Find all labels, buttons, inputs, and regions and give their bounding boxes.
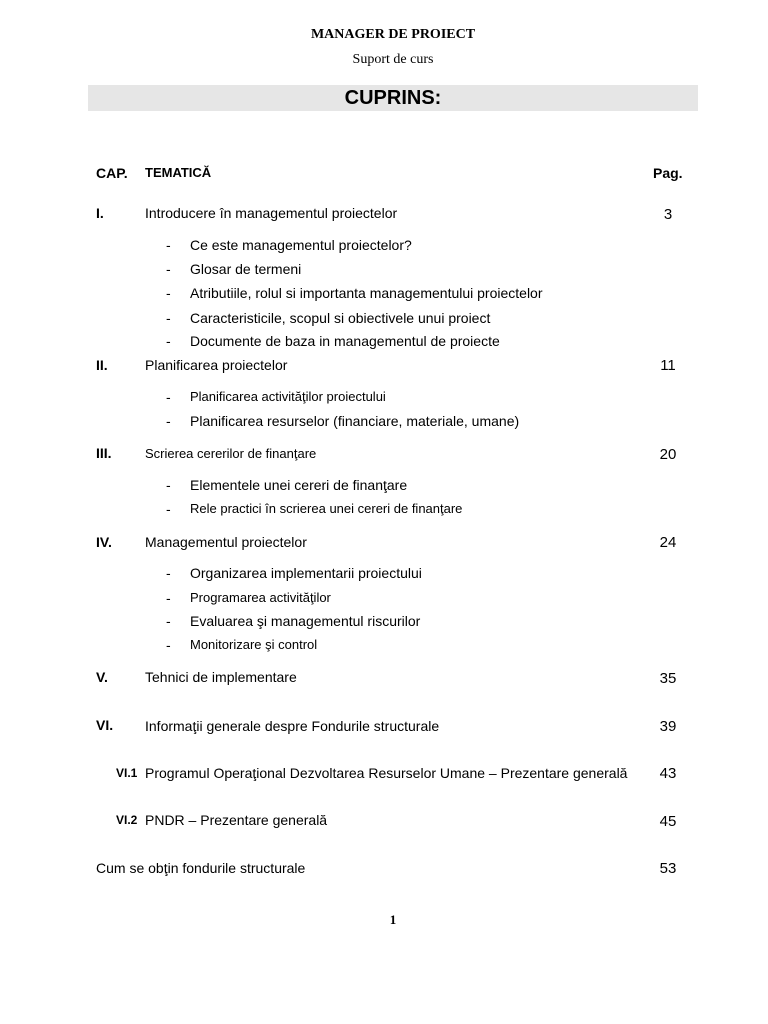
toc-title: CUPRINS:	[344, 87, 442, 109]
column-header-cap: CAP.	[96, 165, 128, 181]
subchapter-title: Programul Operaţional Dezvoltarea Resurselor Umane – Prezentare generală	[145, 765, 628, 781]
subchapter-page: 43	[659, 765, 677, 782]
list-item: Programarea activităţilor	[190, 590, 331, 605]
subchapter-number: VI.2	[116, 813, 138, 827]
list-item: Evaluarea şi managementul riscurilor	[190, 613, 421, 629]
chapter-title: Scrierea cererilor de finanţare	[145, 446, 317, 461]
chapter-number: IV.	[96, 534, 112, 550]
chapter-number: VI.	[96, 717, 114, 733]
chapter-title: Managementul proiectelor	[145, 534, 307, 550]
list-bullet: -	[166, 237, 171, 253]
chapter-number: V.	[96, 669, 108, 685]
page-number: 1	[389, 912, 397, 927]
chapter-page: 11	[660, 357, 676, 374]
list-item: Rele practici în scrierea unei cereri de finanţare	[190, 501, 463, 516]
list-item: Monitorizare şi control	[190, 637, 318, 652]
subchapter-title: PNDR – Prezentare generală	[145, 812, 328, 828]
list-bullet: -	[166, 333, 171, 349]
list-bullet: -	[166, 477, 171, 493]
closing-entry-page: 53	[659, 860, 677, 877]
list-item: Planificarea activităţilor proiectului	[190, 389, 386, 404]
list-bullet: -	[166, 285, 171, 301]
list-bullet: -	[166, 413, 171, 429]
chapter-title: Informaţii generale despre Fondurile structurale	[145, 718, 440, 734]
chapter-title: Introducere în managementul proiectelor	[145, 205, 398, 221]
list-bullet: -	[166, 389, 171, 405]
chapter-number: II.	[96, 357, 108, 373]
list-item: Planificarea resurselor (financiare, materiale, umane)	[190, 413, 520, 429]
list-bullet: -	[166, 590, 171, 606]
subchapter-number: VI.1	[116, 766, 138, 780]
list-bullet: -	[166, 310, 171, 326]
chapter-title: Tehnici de implementare	[145, 669, 297, 685]
list-bullet: -	[166, 565, 171, 581]
list-item: Caracteristicile, scopul si obiectivele unui proiect	[190, 310, 491, 326]
chapter-page: 35	[659, 670, 677, 687]
list-item: Atributiile, rolul si importanta managementului proiectelor	[190, 285, 543, 301]
chapter-page: 24	[659, 534, 677, 551]
subchapter-page: 45	[659, 813, 677, 830]
list-item: Documente de baza in managementul de proiecte	[190, 333, 500, 349]
chapter-page: 39	[659, 718, 677, 735]
list-bullet: -	[166, 261, 171, 277]
chapter-number: III.	[96, 445, 112, 461]
list-item: Elementele unei cereri de finanţare	[190, 477, 408, 493]
list-item: Organizarea implementarii proiectului	[190, 565, 422, 581]
list-item: Glosar de termeni	[190, 261, 302, 277]
list-bullet: -	[166, 501, 171, 517]
chapter-page: 20	[659, 446, 677, 463]
column-header-page: Pag.	[653, 165, 683, 181]
list-bullet: -	[166, 613, 171, 629]
document-title: MANAGER DE PROIECT	[310, 27, 476, 42]
document-subtitle: Suport de curs	[352, 52, 434, 67]
column-header-tematica: TEMATICĂ	[145, 165, 212, 180]
chapter-page: 3	[663, 206, 673, 223]
chapter-title: Planificarea proiectelor	[145, 357, 288, 373]
chapter-number: I.	[96, 205, 104, 221]
list-bullet: -	[166, 637, 171, 653]
list-item: Ce este managementul proiectelor?	[190, 237, 412, 253]
closing-entry-title: Cum se obţin fondurile structurale	[96, 860, 306, 876]
